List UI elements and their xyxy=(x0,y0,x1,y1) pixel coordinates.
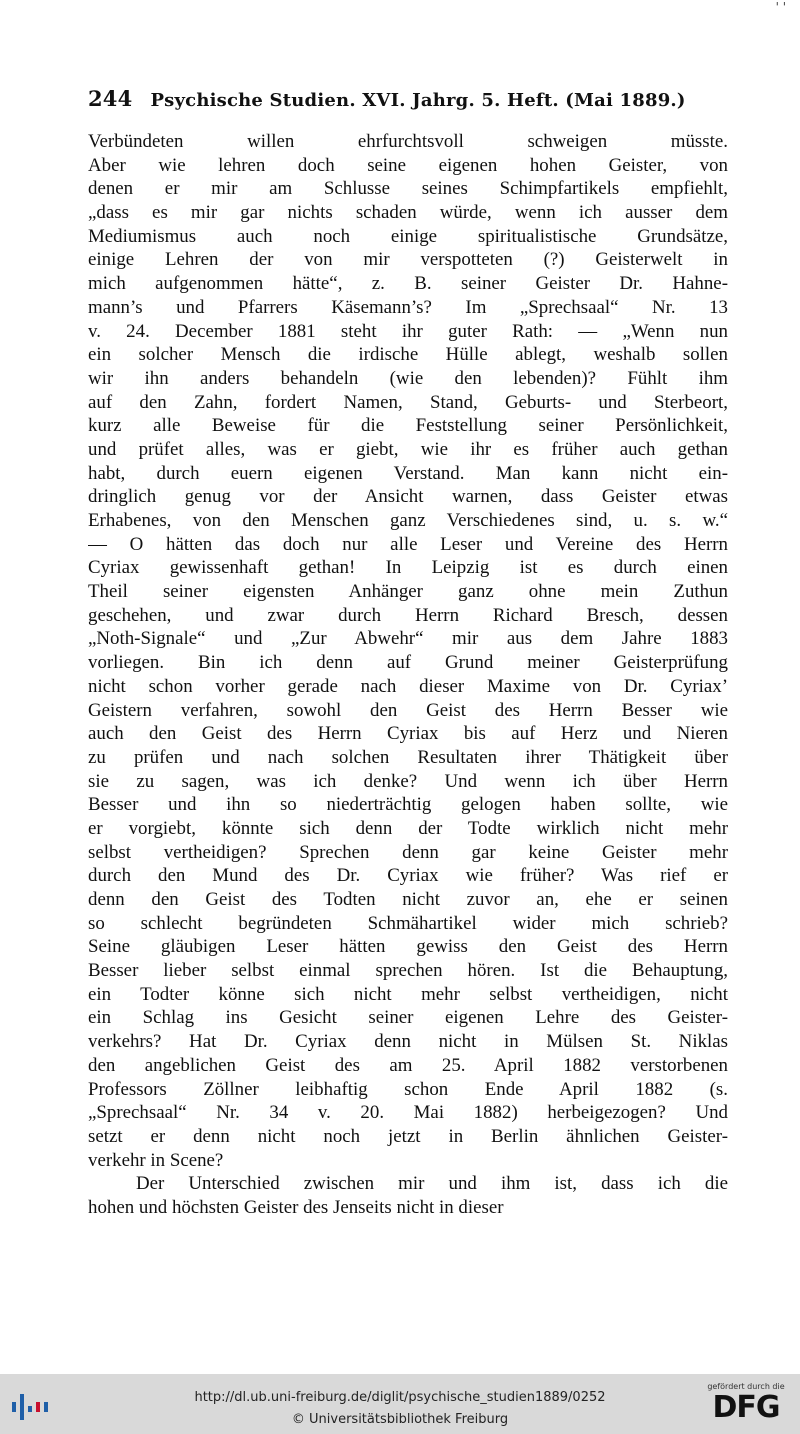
page-url-link[interactable]: http://dl.ub.uni-freiburg.de/diglit/psychische_studien1889/0252 xyxy=(194,1390,606,1405)
text-line: mann’s und Pfarrers Käsemann’s? Im „Sprechsaal“ Nr. 13 xyxy=(88,296,728,318)
text-line: denn den Geist des Todten nicht zuvor an, ehe er seinen xyxy=(88,889,728,910)
text-line: den angeblichen Geist des am 25. April 1882 verstorbenen xyxy=(88,1054,728,1076)
text-line: Mediumismus auch noch einige spiritualistische Grundsätze, xyxy=(88,225,728,247)
page-number: 244 xyxy=(88,86,133,111)
text-line: verkehrs? Hat Dr. Cyriax denn nicht in Mülsen St. Niklas xyxy=(88,1031,728,1053)
text-line: hohen und höchsten Geister des Jenseits nicht in dieser xyxy=(88,1196,504,1218)
text-line: verkehr in Scene? xyxy=(88,1149,224,1171)
text-line: Geistern verfahren, sowohl den Geist des Herrn Besser wie xyxy=(88,699,728,721)
text-line: Cyriax gewissenhaft gethan! In Leipzig ist es durch einen xyxy=(88,557,728,579)
dfg-logo xyxy=(702,1382,790,1428)
running-title: Psychische Studien. XVI. Jahrg. 5. Heft. (Mai 1889.) xyxy=(150,90,686,111)
dfg-tagline: gefördert durch die xyxy=(707,1382,785,1391)
text-line: Professors Zöllner leibhaftig schon Ende April 1882 (s. xyxy=(88,1078,728,1100)
text-line: vorliegen. Bin ich denn auf Grund meiner Geisterprüfung xyxy=(88,652,728,674)
text-line: „dass es mir gar nichts schaden würde, wenn ich ausser dem xyxy=(88,202,728,224)
page-header xyxy=(88,86,728,111)
text-line: setzt er denn nicht noch jetzt in Berlin ähnlichen Geister- xyxy=(88,1125,728,1147)
dfg-wordmark: DFG xyxy=(712,1390,780,1425)
text-line: geschehen, und zwar durch Herrn Richard Bresch, dessen xyxy=(88,604,728,626)
body-text xyxy=(88,130,728,1220)
viewer-footer xyxy=(0,1374,800,1434)
text-line: auch den Geist des Herrn Cyriax bis auf Herz und Nieren xyxy=(88,723,728,745)
text-line: zu prüfen und nach solchen Resultaten ihrer Thätigkeit über xyxy=(88,746,728,768)
text-line: wir ihn anders behandeln (wie den lebenden)? Fühlt ihm xyxy=(88,367,728,389)
text-line: sie zu sagen, was ich denke? Und wenn ich über Herrn xyxy=(88,770,728,792)
text-line: Verbündeten willen ehrfurchtsvoll schweigen müsste. xyxy=(88,131,728,152)
text-line: — O hätten das doch nur alle Leser und Vereine des Herrn xyxy=(88,533,728,555)
corner-mark: ' ' xyxy=(775,0,786,14)
text-line: Besser und ihn so niederträchtig gelogen haben sollte, wie xyxy=(88,794,728,816)
text-line: durch den Mund des Dr. Cyriax wie früher? Was rief er xyxy=(88,865,728,887)
text-line: Der Unterschied zwischen mir und ihm ist, dass ich die xyxy=(136,1173,728,1195)
text-line: „Noth-Signale“ und „Zur Abwehr“ mir aus dem Jahre 1883 xyxy=(88,628,728,650)
text-line: und prüfet alles, was er giebt, wie ihr es früher auch gethan xyxy=(88,438,728,460)
text-line: so schlecht begründeten Schmähartikel wider mich schrieb? xyxy=(88,912,728,934)
text-line: selbst vertheidigen? Sprechen denn gar keine Geister mehr xyxy=(88,841,728,863)
text-line: ein solcher Mensch die irdische Hülle ablegt, weshalb sollen xyxy=(88,344,728,366)
copyright-notice: © Universitätsbibliothek Freiburg xyxy=(291,1412,509,1427)
text-line: denen er mir am Schlusse seines Schimpfartikels empfiehlt, xyxy=(88,178,728,200)
text-line: „Sprechsaal“ Nr. 34 v. 20. Mai 1882) herbeigezogen? Und xyxy=(88,1102,728,1124)
text-line: Erhabenes, von den Menschen ganz Verschiedenes sind, u. s. w.“ xyxy=(88,510,728,531)
text-line: dringlich genug vor der Ansicht warnen, dass Geister etwas xyxy=(88,486,728,508)
text-line: Aber wie lehren doch seine eigenen hohen Geister, von xyxy=(88,154,728,176)
text-line: einige Lehren der von mir verspotteten (?) Geisterwelt in xyxy=(88,249,728,271)
text-line: Seine gläubigen Leser hätten gewiss den Geist des Herrn xyxy=(88,936,728,958)
text-line: ein Schlag ins Gesicht seiner eigenen Lehre des Geister- xyxy=(88,1007,728,1029)
text-line: auf den Zahn, fordert Namen, Stand, Geburts- und Sterbeort, xyxy=(88,391,728,413)
text-line: habt, durch euern eigenen Verstand. Man kann nicht ein- xyxy=(88,462,728,484)
text-line: v. 24. December 1881 steht ihr guter Rath: — „Wenn nun xyxy=(88,320,728,342)
text-line: ein Todter könne sich nicht mehr selbst vertheidigen, nicht xyxy=(88,983,728,1005)
text-line: mich aufgenommen hätte“, z. B. seiner Geister Dr. Hahne- xyxy=(88,273,728,295)
text-line: er vorgiebt, könnte sich denn der Todte wirklich nicht mehr xyxy=(88,817,728,839)
text-line: Theil seiner eigensten Anhänger ganz ohne mein Zuthun xyxy=(88,581,728,603)
text-line: kurz alle Beweise für die Feststellung seiner Persönlichkeit, xyxy=(88,415,728,437)
text-line: Besser lieber selbst einmal sprechen hören. Ist die Behauptung, xyxy=(88,960,728,982)
text-line: nicht schon vorher gerade nach dieser Maxime von Dr. Cyriax’ xyxy=(88,675,728,697)
